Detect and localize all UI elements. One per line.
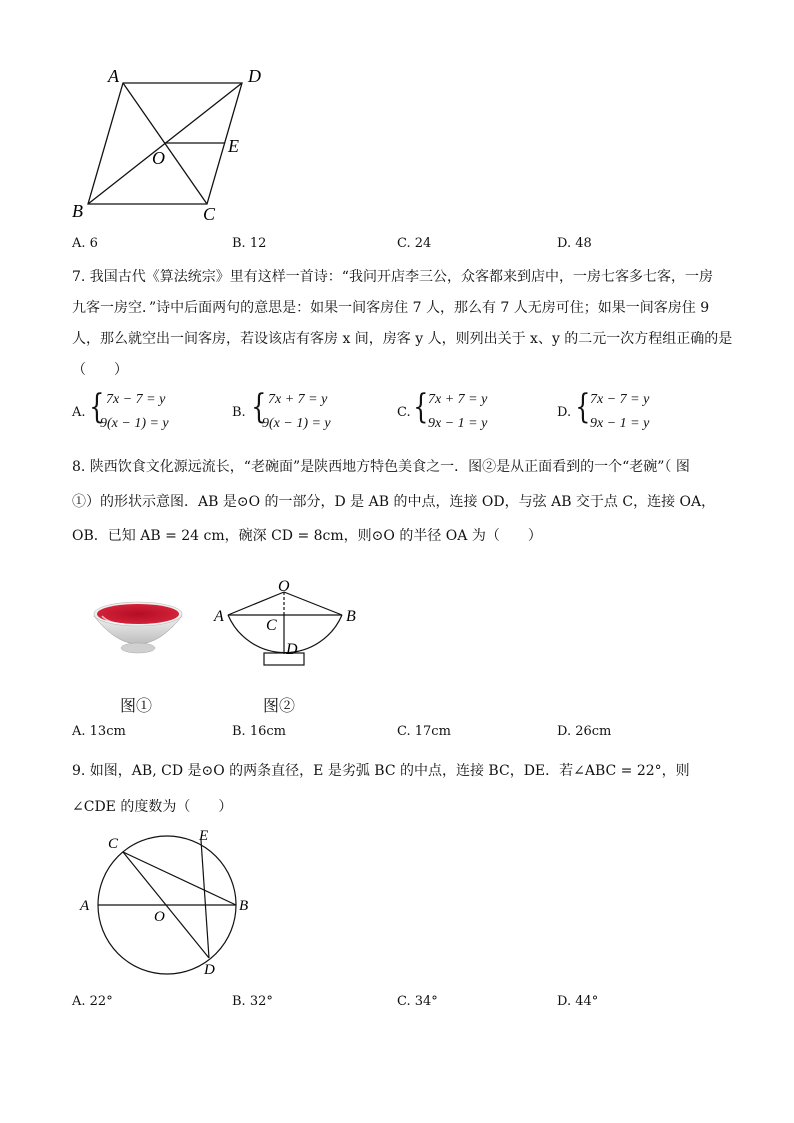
parallelogram-figure [60,60,290,230]
q7-line-4: （ ） [72,362,128,378]
q8-option-d: D. 26cm [557,724,612,739]
q9-line-2: ∠CDE 的度数为（ ） [72,799,233,815]
label-E: E [228,136,239,156]
label-A: A [108,66,119,86]
q8-option-b: B. 16cm [232,724,286,739]
label-B: B [72,201,83,221]
circle-label-O: O [154,909,165,925]
q8-option-c: C. 17cm [397,724,451,739]
q7-line-1: 7. 我国古代《算法统宗》里有这样一首诗：“我问开店李三公，众客都来到店中，一房七客多七客，一房 [72,269,713,285]
bowl-photo [88,596,188,660]
q9-option-d: D. 44° [557,994,599,1009]
q9-option-b: B. 32° [232,994,273,1009]
q7-line-3: 人，那么就空出一间客房，若设该店有客房 x 间，房客 y 人，则列出关于 x、y 的二元一次方程组正确的是 [72,331,733,347]
q8-option-a: A. 13cm [72,724,126,739]
circle-label-E: E [199,828,209,844]
bowl-diagram [206,578,366,673]
q8-line-1: 8. 陕西饮食文化源远流长，“老碗面”是陕西地方特色美食之一．图②是从正面看到的一个“老碗”（ 图 [72,459,690,475]
diagram-label-D: D [286,641,298,658]
fig-caption-2: 图② [263,696,296,715]
circle-label-C: C [108,836,119,852]
q9-option-a: A. 22° [72,994,113,1009]
diagram-label-B: B [346,608,356,625]
q7-line-2: 九客一房空．”诗中后面两句的意思是：如果一间客房住 7 人，那么有 7 人无房可住；如果一间客房住 9 [72,300,710,316]
fig-caption-1: 图① [120,696,153,715]
circle-figure [72,826,262,982]
label-D: D [248,66,261,86]
diagram-label-O: O [278,578,290,595]
q9-option-c: C. 34° [397,994,438,1009]
q8-line-3: OB．已知 AB = 24 cm，碗深 CD = 8cm，则⊙O 的半径 OA 为（ ） [72,528,542,544]
label-C: C [203,204,216,224]
diagram-label-C: C [266,617,277,634]
label-O: O [152,148,165,168]
circle-label-D: D [204,962,215,978]
q6-option-c: C. 24 [397,236,432,251]
q6-option-d: D. 48 [557,236,592,251]
circle-label-A: A [80,898,90,914]
q8-line-2: ①）的形状示意图．AB 是⊙O 的一部分，D 是 AB 的中点，连接 OD，与弦 AB 交于点 C，连接 OA， [72,494,716,510]
diagram-label-A: A [214,608,224,625]
q6-option-b: B. 12 [232,236,267,251]
q9-line-1: 9. 如图，AB, CD 是⊙O 的两条直径，E 是劣弧 BC 的中点，连接 BC，DE．若∠ABC = 22°，则 [72,763,690,779]
q6-option-a: A. 6 [72,236,98,251]
circle-label-B: B [239,898,249,914]
